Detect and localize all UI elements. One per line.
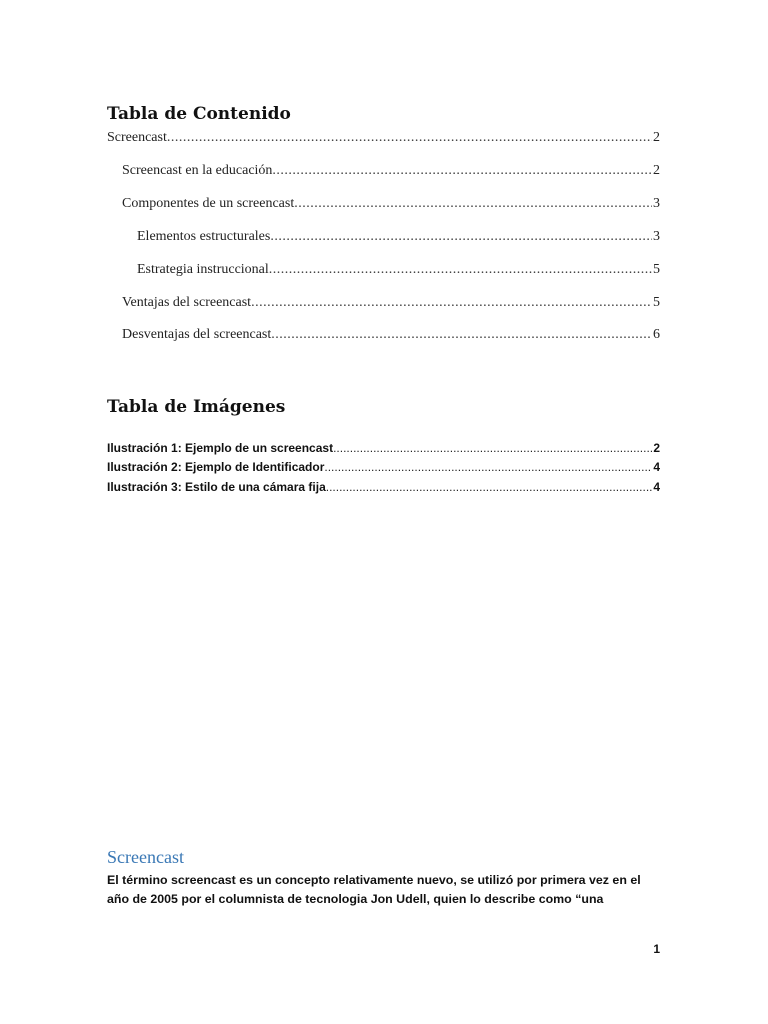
- toc-leader-dots: [269, 262, 652, 278]
- toc-entry-text: Desventajas del screencast: [122, 327, 272, 342]
- toc-entry-page: 6: [653, 327, 660, 342]
- image-entry-page: 4: [653, 480, 660, 494]
- toc-entry-screencast-educacion[interactable]: [122, 163, 660, 179]
- toc-entry-text: Screencast en la educación: [122, 163, 273, 178]
- toc-leader-dots: [270, 229, 652, 245]
- toc-heading: Tabla de Contenido: [107, 104, 291, 124]
- toc-entry-ventajas[interactable]: [122, 295, 660, 311]
- toc-entry-desventajas[interactable]: [122, 327, 660, 343]
- images-heading: Tabla de Imágenes: [107, 397, 286, 417]
- toc-entry-text: Componentes de un screencast: [122, 196, 295, 211]
- image-leader-dots: [333, 441, 652, 455]
- toc-leader-dots: [272, 163, 652, 179]
- toc-leader-dots: [294, 196, 652, 212]
- image-entry-text: Ilustración 2: Ejemplo de Identificador: [107, 460, 325, 474]
- toc-entry-page: 2: [653, 130, 660, 145]
- toc-entry-screencast[interactable]: [107, 130, 660, 146]
- image-leader-dots: [326, 480, 653, 494]
- page-number: 1: [653, 942, 660, 956]
- toc-entry-elementos-estructurales[interactable]: [137, 229, 660, 245]
- image-entry-1[interactable]: [107, 441, 660, 455]
- image-entry-page: 4: [653, 460, 660, 474]
- toc-entry-estrategia-instruccional[interactable]: [137, 262, 660, 278]
- toc-entry-text: Ventajas del screencast: [122, 295, 252, 310]
- toc-entry-page: 3: [653, 229, 660, 244]
- image-entry-2[interactable]: [107, 460, 660, 474]
- image-entry-3[interactable]: [107, 480, 660, 494]
- toc-entry-page: 5: [653, 295, 660, 310]
- toc-entry-page: 3: [653, 196, 660, 211]
- section-heading: Screencast: [107, 847, 184, 867]
- toc-leader-dots: [251, 295, 652, 311]
- toc-leader-dots: [167, 130, 652, 146]
- toc-entry-page: 5: [653, 262, 660, 277]
- section-body-paragraph: El término screencast es un concepto relativamente nuevo, se utilizó por primera vez en el año de 2005 por el columnista de tecnologia Jon Udell, quien lo describe como “una: [107, 873, 641, 906]
- image-entry-page: 2: [653, 441, 660, 455]
- toc-entry-text: Estrategia instruccional: [137, 262, 269, 277]
- image-entry-text: Ilustración 1: Ejemplo de un screencast: [107, 441, 334, 455]
- image-leader-dots: [324, 460, 652, 474]
- toc-entry-text: Screencast: [107, 130, 167, 145]
- image-entry-text: Ilustración 3: Estilo de una cámara fija: [107, 480, 326, 494]
- toc-leader-dots: [271, 327, 652, 343]
- toc-entry-componentes[interactable]: [122, 196, 660, 212]
- toc-entry-page: 2: [653, 163, 660, 178]
- toc-entry-text: Elementos estructurales: [137, 229, 271, 244]
